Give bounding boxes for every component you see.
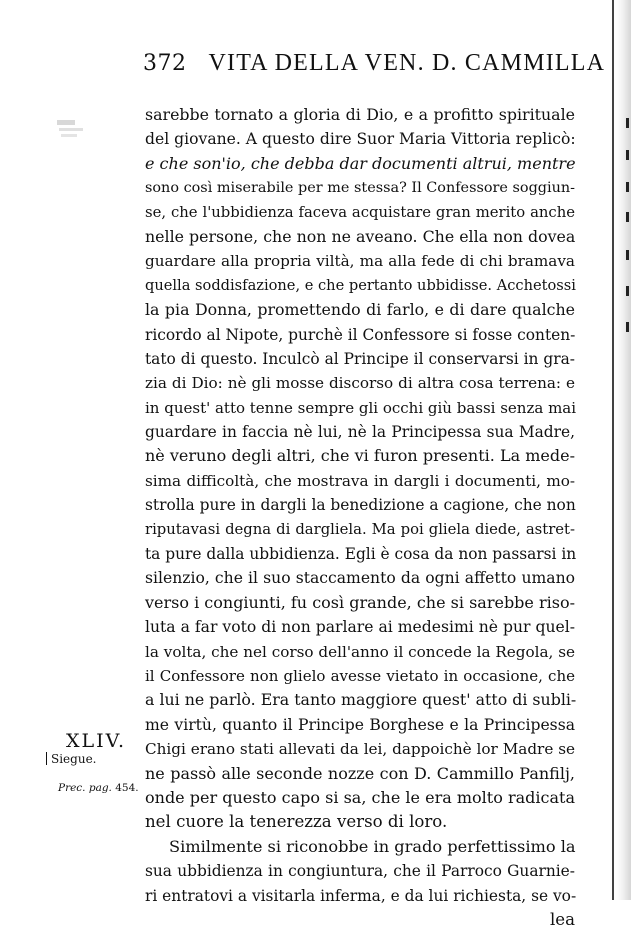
text-line: zia di Dio: nè gli mosse discorso di altra cosa terrena: e: [145, 374, 575, 393]
text-line: guardare in faccia nè lui, nè la Principessa sua Madre,: [145, 423, 575, 442]
text-line: sima difficoltà, che mostrava in dargli i documenti, mo-: [145, 471, 575, 490]
running-title: VITA DELLA VEN. D. CAMMILLA: [208, 50, 606, 76]
chapter-number: XLIV.: [66, 730, 127, 752]
edge-mark: [626, 212, 629, 222]
text-line-paragraph-start: Similmente si riconobbe in grado perfettissimo la: [169, 836, 576, 856]
running-header: [143, 50, 606, 77]
cross-reference-page: 454.: [115, 782, 139, 794]
text-line: sua ubbidienza in congiuntura, che il Parroco Guarnie-: [145, 862, 575, 881]
text-line-paragraph-end: nel cuore la tenerezza verso di loro.: [145, 812, 448, 832]
catchword: lea: [549, 909, 575, 929]
text-line: se, che l'ubbidienza faceva acquistare gran merito anche: [145, 203, 575, 221]
page-edge-rule: [612, 0, 614, 900]
text-line: me virtù, quanto il Principe Borghese e la Principessa: [145, 715, 575, 734]
margin-note-siegue: [46, 752, 97, 766]
text-line: a lui ne parlò. Era tanto maggiore quest' atto di subli-: [145, 690, 577, 710]
text-line: guardare alla propria viltà, ma alla fede di chi bramava: [145, 252, 575, 271]
margin-note-cross-reference: [58, 782, 139, 794]
edge-mark: [626, 118, 629, 128]
text-line: riputavasi degna di dargliela. Ma poi gliela diede, astret-: [145, 520, 575, 538]
text-line: verso i congiunti, fu così grande, che si sarebbe riso-: [145, 592, 575, 612]
page-number: 372: [143, 51, 187, 76]
text-line: in quest' atto tenne sempre gli occhi giù bassi senza mai: [145, 398, 577, 417]
text-line: del giovane. A questo dire Suor Maria Vittoria replicò:: [145, 130, 576, 149]
cross-reference-label: Prec. pag.: [58, 782, 112, 794]
text-line: ta pure dalla ubbidienza. Egli è cosa da non passarsi in: [145, 545, 577, 564]
margin-note-siegue-text: Siegue.: [51, 752, 97, 766]
text-line: ne passò alle seconde nozze con D. Cammillo Panfilj,: [145, 763, 575, 783]
text-line: nelle persone, che non ne aveano. Che ella non dovea: [145, 226, 576, 246]
edge-mark: [626, 250, 629, 260]
edge-mark: [626, 322, 629, 332]
text-line: e che son'io, che debba dar documenti altrui, mentre: [145, 153, 576, 173]
text-line: tato di questo. Inculcò al Principe il conservarsi in gra-: [145, 349, 575, 368]
bleed-through-smudge: [55, 118, 85, 144]
text-line: Chigi erano stati allevati da lei, dappoichè lor Madre se: [145, 740, 575, 759]
text-line: il Confessore non glielo avesse vietato in occasione, che: [145, 666, 575, 685]
text-line: silenzio, che il suo staccamento da ogni affetto umano: [145, 569, 575, 588]
adjacent-page-edge: [617, 0, 631, 900]
text-line: ricordo al Nipote, purchè il Confessore si fosse conten-: [145, 325, 576, 344]
text-line: sono così miserabile per me stessa? Il Confessore soggiun-: [145, 180, 575, 197]
text-line: strolla pure in dargli la benedizione a cagione, che non: [145, 496, 576, 515]
text-line: la volta, che nel corso dell'anno il concede la Regola, se: [145, 642, 575, 661]
text-line: nè veruno degli altri, che vi furon presenti. La mede-: [145, 446, 575, 466]
text-line: luta a far voto di non parlare ai medesimi nè pur quel-: [145, 618, 575, 637]
text-line: ri entratovi a visitarla inferma, e da lui richiesta, se vo-: [145, 886, 577, 905]
bleed-through-marks: [55, 118, 85, 144]
text-line: sarebbe tornato a gloria di Dio, e a profitto spirituale: [145, 105, 575, 124]
text-line: quella soddisfazione, e che pertanto ubbidisse. Acchetossi: [145, 276, 576, 294]
edge-mark: [626, 150, 629, 160]
text-line: la pia Donna, promettendo di farlo, e di dare qualche: [145, 300, 575, 320]
edge-mark: [626, 286, 629, 296]
margin-bar: [46, 752, 47, 765]
text-line: onde per questo capo si sa, che le era molto radicata: [145, 787, 575, 807]
edge-mark: [626, 182, 629, 192]
body-text: [145, 103, 575, 932]
